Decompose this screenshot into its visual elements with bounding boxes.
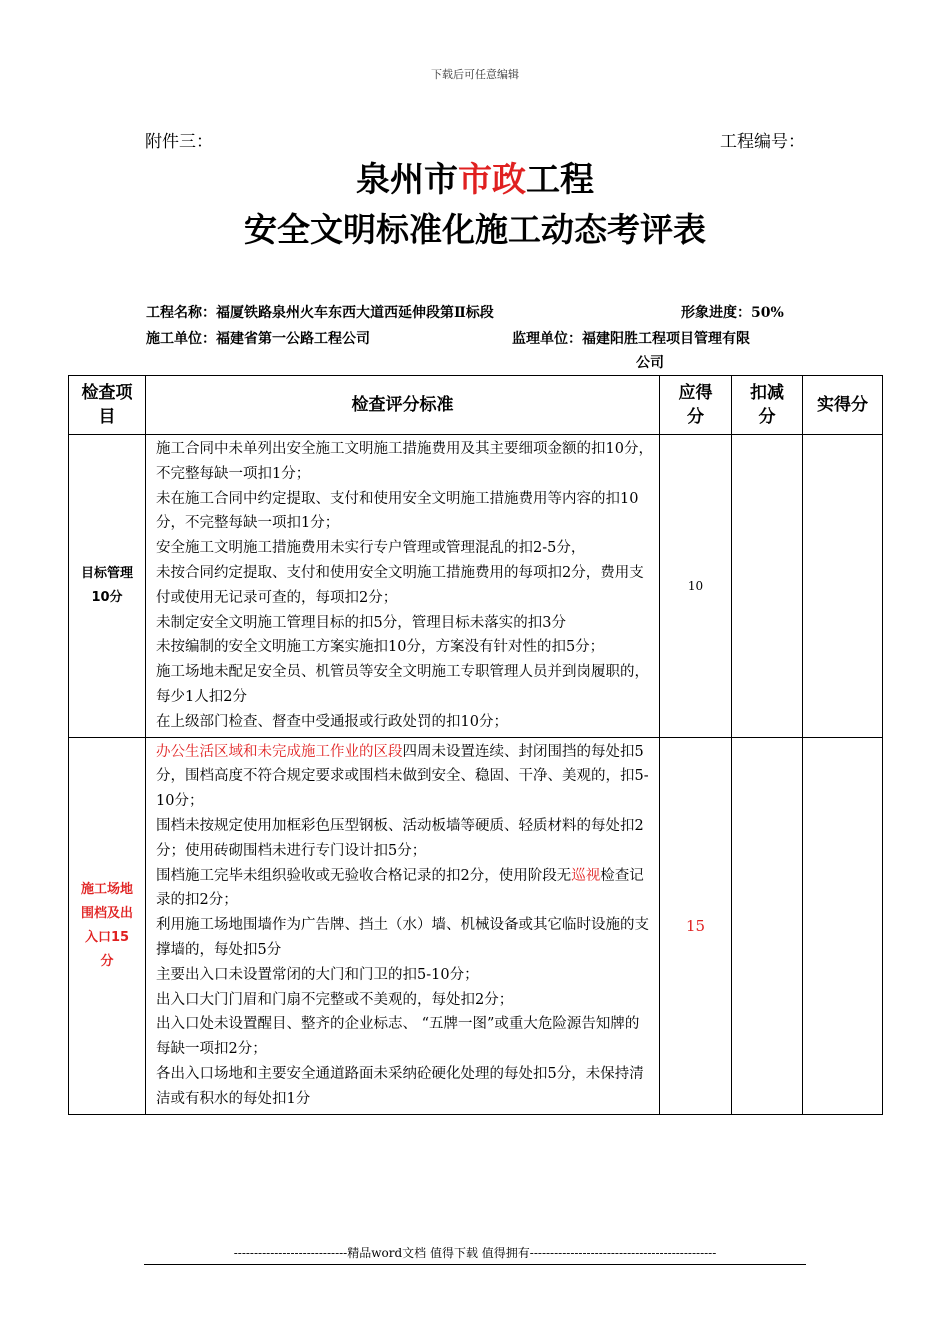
deduct-cell <box>732 435 803 738</box>
footer-rule <box>144 1264 806 1265</box>
criterion-line: 未按合同约定提取、支付和使用安全文明施工措施费用的每项扣2分，费用支付或使用无记录可查的，每项扣2分； <box>156 564 644 606</box>
criterion-line: 未按编制的安全文明施工方案实施扣10分，方案没有针对性的扣5分； <box>156 639 605 656</box>
header-due: 应得分 <box>660 376 732 435</box>
supervisor-line1: 监理单位：福建阳胜工程项目管理有限 <box>512 331 750 347</box>
attachment-row <box>145 127 805 152</box>
criteria-cell <box>146 435 660 738</box>
criterion-line: 主要出入口未设置常闭的大门和门卫的扣5-10分； <box>156 966 479 983</box>
criterion-line <box>156 864 653 914</box>
criterion-highlight: 巡视 <box>571 867 601 884</box>
page-title <box>0 152 950 201</box>
criterion-line: 围档未按规定使用加框彩色压型钢板、活动板墙等硬质、轻质材料的每处扣2分；使用砖砌围档未进行专门设计扣5分； <box>156 817 644 859</box>
criterion-line: 未制定安全文明施工管理目标的扣5分，管理目标未落实的扣3分 <box>156 614 566 631</box>
criterion-line: 出入口处未设置醒目、整齐的企业标志、 “五牌一图”或重大危险源告知牌的每缺一项扣2分； <box>156 1016 640 1058</box>
title-part3: 工程 <box>526 160 594 200</box>
criterion-line: 施工合同中未单列出安全施工文明施工措施费用及其主要细项金额的扣10分，不完整每缺一项扣1分； <box>156 441 653 482</box>
criterion-text: 检查记录的扣2分； <box>156 867 644 909</box>
page-footer: ----------------------------精品word文档 值得下载 值得拥有---------------------------------------------- <box>233 1246 717 1260</box>
actual-cell <box>803 435 883 738</box>
criterion-line: 利用施工场地围墙作为广告牌、挡土（水）墙、机械设备或其它临时设施的支撑墙的，每处扣5分 <box>156 917 649 958</box>
criterion-line: 施工场地未配足安全员、机管员等安全文明施工专职管理人员并到岗履职的，每少1人扣2分 <box>156 664 649 705</box>
criterion-line: 未在施工合同中约定提取、支付和使用安全文明施工措施费用等内容的扣10分，不完整每缺一项扣1分； <box>156 490 639 532</box>
title-part2: 市政 <box>458 160 526 200</box>
header-item: 检查项目 <box>69 376 146 435</box>
attachment-label: 附件三： <box>145 132 213 152</box>
contractor: 施工单位：福建省第一公路工程公司 <box>146 331 370 347</box>
header-note: 下载后可任意编辑 <box>431 68 519 81</box>
progress: 形象进度：50% <box>681 305 784 321</box>
table-row <box>69 435 883 738</box>
table-header-row <box>69 376 883 435</box>
evaluation-table <box>68 375 883 1115</box>
deduct-cell <box>732 737 803 1114</box>
criterion-highlight: 办公生活区域和未完成施工作业的区段 <box>156 743 403 760</box>
title-part1: 泉州市 <box>356 160 458 200</box>
actual-cell <box>803 737 883 1114</box>
criterion-text: 四周未设置连续、封闭围挡的每处扣5分，围档高度不符合规定要求或围档未做到安全、稳固、干净、美观的，扣5-10分； <box>156 743 649 810</box>
header-standard: 检查评分标准 <box>146 376 660 435</box>
header-actual: 实得分 <box>803 376 883 435</box>
header-deduct: 扣减分 <box>732 376 803 435</box>
project-number-label: 工程编号： <box>720 132 805 152</box>
criterion-line: 出入口大门门眉和门扇不完整或不美观的，每处扣2分； <box>156 991 514 1008</box>
criterion-line: 在上级部门检查、督查中受通报或行政处罚的扣10分； <box>156 713 508 730</box>
due-score-cell: 15 <box>660 737 732 1114</box>
due-score-cell: 10 <box>660 435 732 738</box>
page-subtitle: 安全文明标准化施工动态考评表 <box>244 210 706 249</box>
category-cell: 施工场地围档及出入口15分 <box>69 737 146 1114</box>
criterion-line: 各出入口场地和主要安全通道路面未采纳砼硬化处理的每处扣5分，未保持清洁或有积水的每处扣1分 <box>156 1065 644 1107</box>
table-row <box>69 737 883 1114</box>
criterion-text: 围档施工完毕未组织验收或无验收合格记录的扣2分，使用阶段无 <box>156 867 572 884</box>
criterion-line: 安全施工文明施工措施费用未实行专户管理或管理混乱的扣2-5分， <box>156 540 586 557</box>
criterion-line <box>156 740 653 814</box>
category-cell: 目标管理10分 <box>69 435 146 738</box>
project-name: 工程名称：福厦铁路泉州火车东西大道西延伸段第Ⅱ标段 <box>146 305 494 321</box>
supervisor-line2: 公司 <box>636 355 664 371</box>
criteria-cell <box>146 737 660 1114</box>
